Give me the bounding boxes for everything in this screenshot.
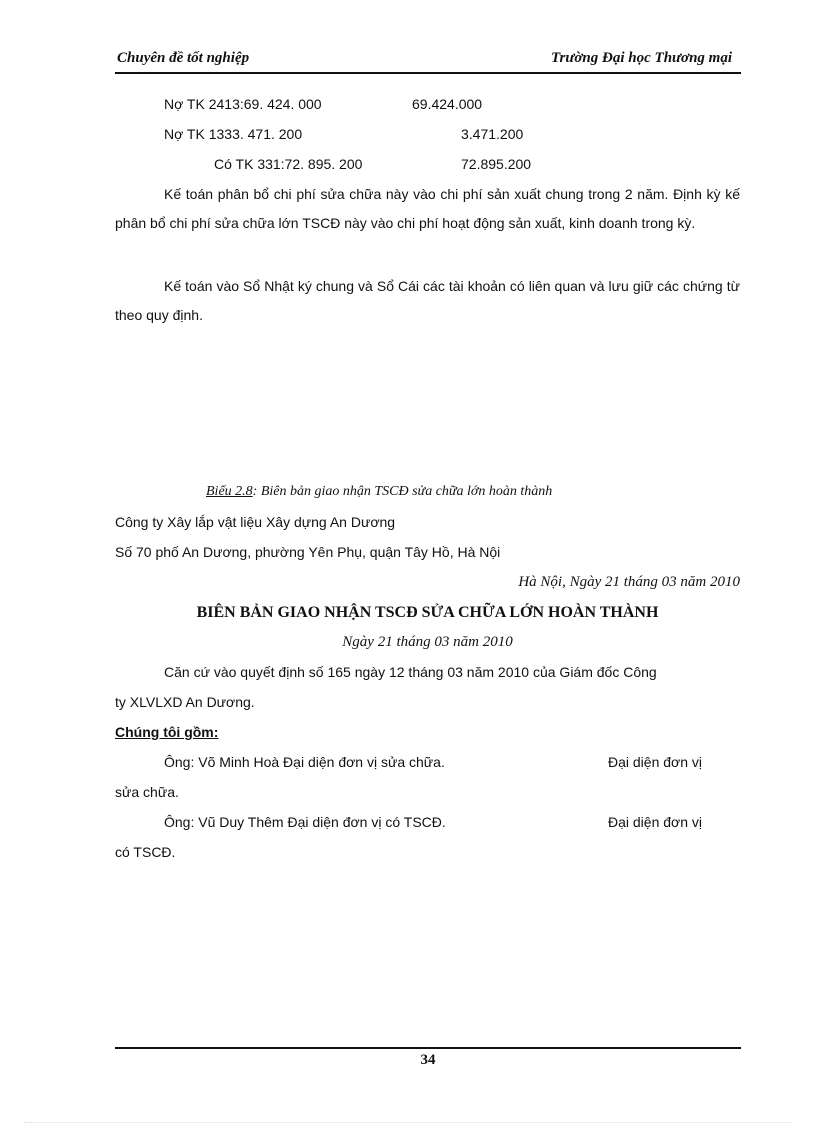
paragraph: Kế toán phân bổ chi phí sửa chữa này vào chi phí sản xuất chung trong 2 năm. Định kỳ kế phân bổ chi phí sửa chữa lớn TSCĐ này vào chi phí hoạt động sản xuất, kinh doanh trong kỳ. (115, 186, 740, 231)
member-role: Đại diện đơn vị (608, 814, 703, 830)
member-cont: sửa chữa. (115, 784, 179, 800)
entry-amount: 72.895.200 (461, 156, 532, 172)
company-name: Công ty Xây lắp vật liệu Xây dựng An Dương (115, 514, 396, 530)
figure-caption (206, 484, 552, 500)
header-rule (115, 72, 741, 74)
entry-amount: 3.471.200 (461, 126, 524, 142)
header-left: Chuyên đề tốt nghiệp (117, 50, 250, 66)
document-date: Ngày 21 tháng 03 năm 2010 (342, 634, 513, 650)
member-cont: có TSCĐ. (115, 844, 176, 860)
paragraph: Kế toán vào Sổ Nhật ký chung và Sổ Cái các tài khoản có liên quan và lưu giữ các chứng từ theo quy định. (115, 278, 740, 323)
company-address: Số 70 phố An Dương, phường Yên Phụ, quận Tây Hồ, Hà Nội (115, 544, 501, 560)
basis-line: Căn cứ vào quyết định số 165 ngày 12 tháng 03 năm 2010 của Giám đốc Công (164, 664, 657, 680)
page-number: 34 (420, 1052, 436, 1068)
entry-label: Có TK 331:72. 895. 200 (214, 156, 363, 172)
caption-text: Biên bản giao nhận TSCĐ sửa chữa lớn hoàn thành (257, 484, 553, 499)
members-heading: Chúng tôi gồm: (115, 724, 219, 740)
basis-line: ty XLVLXD An Dương. (115, 694, 255, 710)
footer-rule (115, 1047, 741, 1049)
member-line: Ông: Võ Minh Hoà Đại diện đơn vị sửa chữa. (164, 754, 445, 770)
header-right: Trường Đại học Thương mại (550, 50, 732, 66)
entry-label: Nợ TK 2413:69. 424. 000 (164, 96, 322, 112)
member-role: Đại diện đơn vị (608, 754, 703, 770)
caption-label: Biểu 2.8 (206, 484, 253, 499)
entry-label: Nợ TK 1333. 471. 200 (164, 126, 303, 142)
place-date: Hà Nội, Ngày 21 tháng 03 năm 2010 (518, 574, 740, 590)
document-title: BIÊN BẢN GIAO NHẬN TSCĐ SỬA CHỮA LỚN HOÀN THÀNH (196, 604, 659, 621)
caption-colon: : (252, 484, 258, 499)
entry-amount: 69.424.000 (412, 96, 483, 112)
member-line: Ông: Vũ Duy Thêm Đại diện đơn vị có TSCĐ. (164, 814, 446, 830)
